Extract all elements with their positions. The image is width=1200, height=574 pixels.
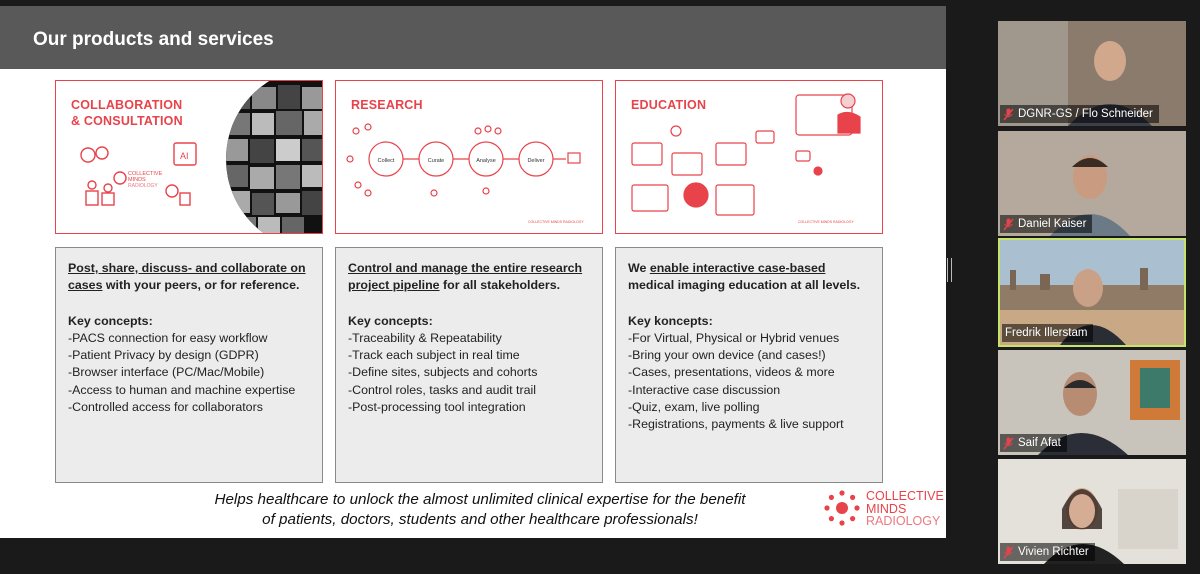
research-intro: Control and manage the entire research project pipeline for all stakeholders. <box>348 261 583 293</box>
list-item: -Access to human and machine expertise <box>68 382 296 397</box>
microphone-muted-icon <box>1003 218 1014 231</box>
education-card-label: EDUCATION <box>631 98 707 112</box>
resize-handle[interactable] <box>947 258 952 282</box>
slide-title: Our products and services <box>33 29 274 50</box>
list-item: -For Virtual, Physical or Hybrid venues <box>628 330 840 345</box>
key-concepts-heading: Key concepts: <box>68 313 153 328</box>
participant-tile[interactable] <box>998 459 1186 564</box>
list-item: -Cases, presentations, videos & more <box>628 365 835 380</box>
collaboration-card-image <box>55 80 323 234</box>
svg-text:Analyse: Analyse <box>476 158 496 164</box>
research-card-text <box>335 247 603 483</box>
list-item: -Bring your own device (and cases!) <box>628 348 826 363</box>
collaboration-intro: Post, share, discuss- and collaborate on cases with your peers, or for reference. <box>68 261 306 293</box>
list-item: -Control roles, tasks and audit trail <box>348 382 537 397</box>
education-card-text <box>615 247 883 483</box>
participant-nameplate: Fredrik Illerstam <box>1002 324 1093 342</box>
participant-nameplate: Saif Afat <box>1000 434 1067 452</box>
participant-nameplate: Daniel Kaiser <box>1000 215 1092 233</box>
svg-text:Deliver: Deliver <box>527 158 545 164</box>
slogan: Helps healthcare to unlock the almost unlimited clinical expertise for the benefit of patients, doctors, students and other healthcare professionals! <box>214 491 746 528</box>
list-item: -PACS connection for easy workflow <box>68 330 268 345</box>
microphone-muted-icon <box>1003 108 1014 121</box>
list-item: -Patient Privacy by design (GDPR) <box>68 348 259 363</box>
participant-tile[interactable] <box>998 131 1186 236</box>
education-card-image <box>615 80 883 234</box>
brain-icon <box>81 148 95 162</box>
ai-chip-icon: AI <box>180 151 189 161</box>
shared-slide <box>0 6 946 538</box>
list-item: -Post-processing tool integration <box>348 400 526 415</box>
svg-text:COLLECTIVE MINDS RADIOLOGY: COLLECTIVE MINDS RADIOLOGY <box>528 220 584 224</box>
list-item: -Browser interface (PC/Mac/Mobile) <box>68 365 265 380</box>
svg-text:RADIOLOGY: RADIOLOGY <box>128 183 158 189</box>
research-card-image <box>335 80 603 234</box>
participant-nameplate: DGNR-GS / Flo Schneider <box>1000 105 1159 123</box>
svg-text:MINDS: MINDS <box>128 177 146 183</box>
list-item: -Quiz, exam, live polling <box>628 400 760 415</box>
svg-text:Collect: Collect <box>377 158 395 164</box>
svg-text:COLLECTIVE: COLLECTIVE <box>128 171 163 177</box>
collaboration-card-label: COLLABORATION & CONSULTATION <box>71 98 183 128</box>
microphone-muted-icon <box>1003 437 1014 450</box>
slide-header <box>0 6 946 69</box>
microphone-muted-icon <box>1003 546 1014 559</box>
participant-nameplate: Vivien Richter <box>1000 543 1095 561</box>
participant-tile[interactable] <box>998 350 1186 455</box>
list-item: -Traceability & Repeatability <box>348 330 502 345</box>
participant-tile[interactable] <box>998 21 1186 126</box>
list-item: -Controlled access for collaborators <box>68 400 263 415</box>
research-card-label: RESEARCH <box>351 98 423 112</box>
list-item: -Define sites, subjects and cohorts <box>348 365 538 380</box>
brand-wordmark: COLLECTIVE MINDS RADIOLOGY <box>866 489 944 528</box>
chat-bubble-icon <box>796 151 810 161</box>
participant-tile-active-speaker[interactable] <box>998 238 1186 347</box>
collective-minds-logo-icon <box>822 488 862 528</box>
key-concepts-heading: Key koncepts: <box>628 313 713 328</box>
education-intro: We enable interactive case-based medical imaging education at all levels. <box>628 261 861 293</box>
list-item: -Interactive case discussion <box>628 382 781 397</box>
svg-text:Curate: Curate <box>427 158 445 164</box>
collaboration-card-text <box>55 247 323 483</box>
svg-text:COLLECTIVE MINDS RADIOLOGY: COLLECTIVE MINDS RADIOLOGY <box>798 220 854 224</box>
list-item: -Track each subject in real time <box>348 348 520 363</box>
key-concepts-heading: Key concepts: <box>348 313 433 328</box>
list-item: -Registrations, payments & live support <box>628 417 844 432</box>
